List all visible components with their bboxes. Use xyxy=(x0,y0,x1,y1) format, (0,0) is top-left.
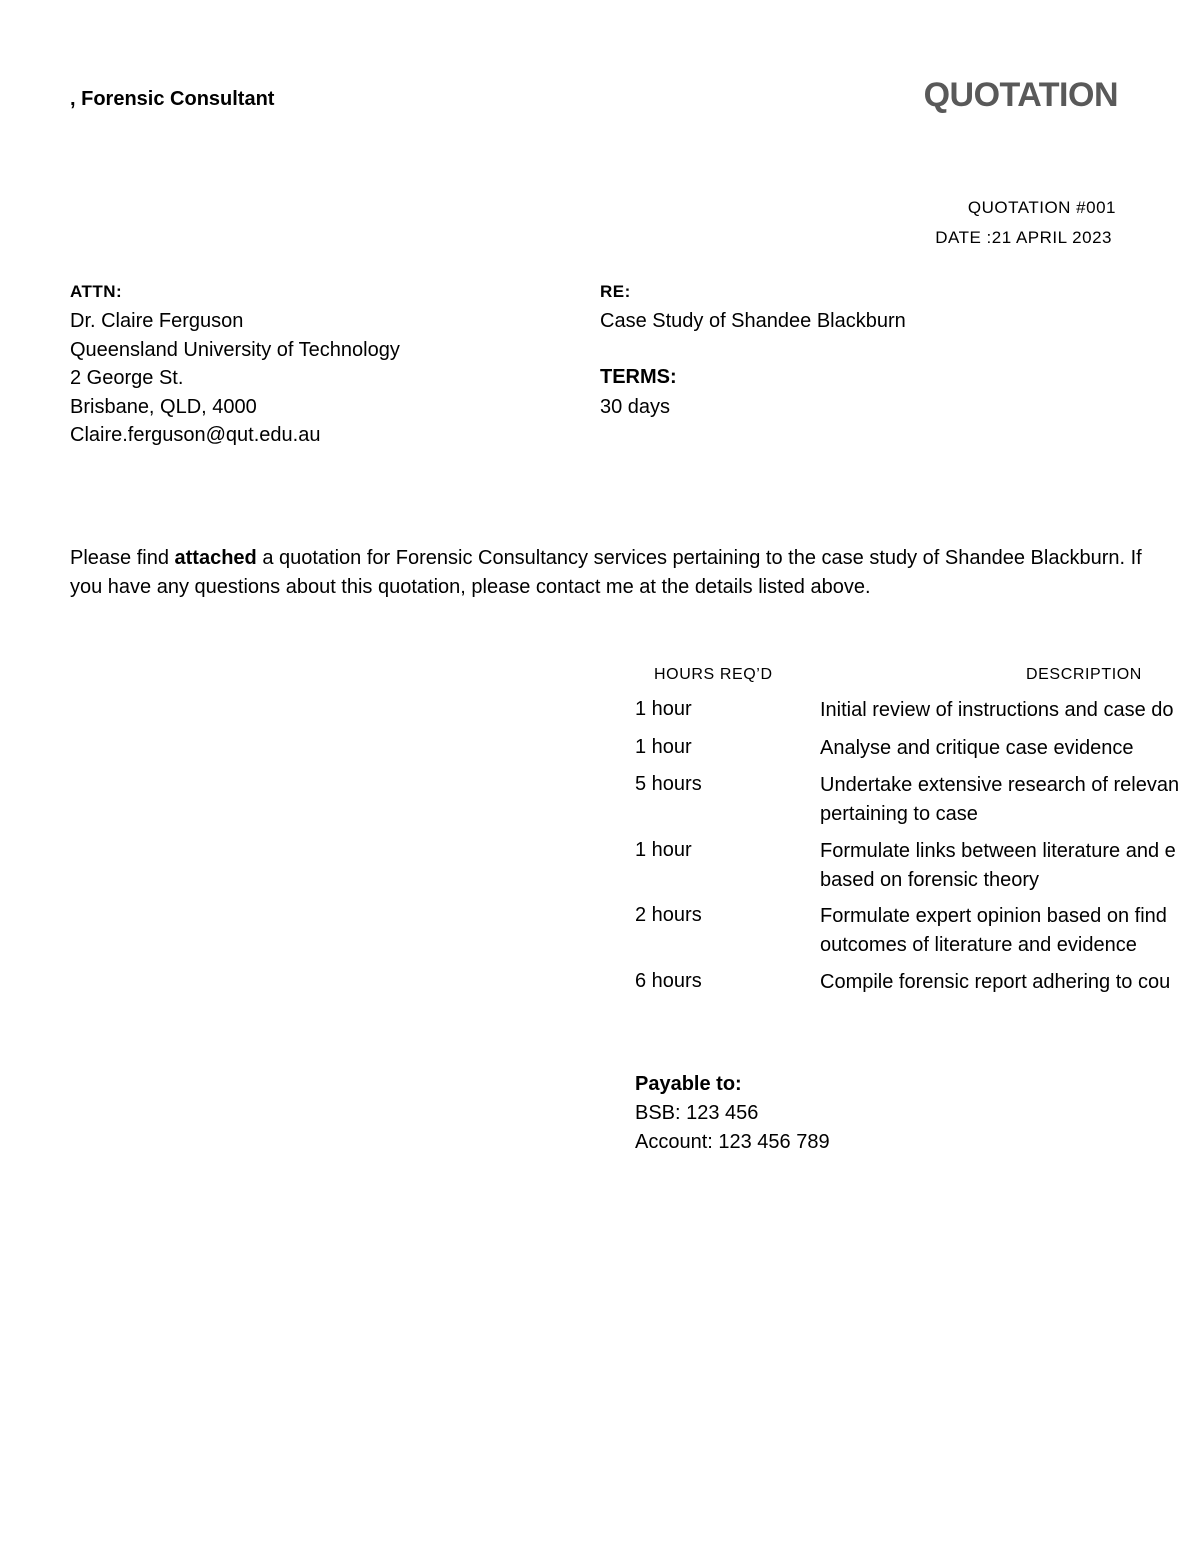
description-line: Formulate links between literature and e xyxy=(820,840,1176,862)
table-row-description xyxy=(820,771,1179,829)
payable-to-label: Payable to: xyxy=(635,1073,742,1095)
intro-text-bold: attached xyxy=(174,547,257,569)
description-line: pertaining to case xyxy=(820,803,978,825)
table-row-hours: 1 hour xyxy=(635,839,692,861)
table-row-hours: 1 hour xyxy=(635,698,692,720)
description-column-header: DESCRIPTION xyxy=(1026,666,1142,683)
intro-text-before: Please find xyxy=(70,547,175,569)
consultant-title: , Forensic Consultant xyxy=(70,88,275,110)
table-row-hours: 2 hours xyxy=(635,904,702,926)
description-line: outcomes of literature and evidence xyxy=(820,934,1137,956)
hours-column-header: HOURS REQ’D xyxy=(654,666,773,683)
attn-address-block xyxy=(70,307,400,450)
attn-label: ATTN: xyxy=(70,282,123,301)
intro-text-after: a quotation for Forensic Consultancy services pertaining to the case study of Shandee Blackburn. If you have any questions about this quotation, please contact me at the details listed above. xyxy=(70,547,1142,598)
description-line: Undertake extensive research of relevan xyxy=(820,774,1180,796)
quotation-date: DATE :21 APRIL 2023 xyxy=(935,228,1112,247)
description-line: Formulate expert opinion based on find xyxy=(820,905,1167,927)
quotation-number: QUOTATION #001 xyxy=(967,198,1116,217)
re-value: Case Study of Shandee Blackburn xyxy=(600,310,906,332)
terms-value: 30 days xyxy=(600,396,671,418)
attn-name: Dr. Claire Ferguson xyxy=(70,310,244,332)
table-row-hours: 5 hours xyxy=(635,773,702,795)
re-label: RE: xyxy=(600,282,631,301)
terms-label: TERMS: xyxy=(600,366,677,388)
table-row-hours: 6 hours xyxy=(635,970,702,992)
table-row-description xyxy=(820,902,1167,960)
document-title: QUOTATION xyxy=(923,76,1118,114)
attn-email: Claire.ferguson@qut.edu.au xyxy=(70,424,321,446)
description-line: Initial review of instructions and case do xyxy=(820,699,1174,721)
table-row-description xyxy=(820,734,1134,763)
payment-bsb: BSB: 123 456 xyxy=(635,1102,759,1124)
table-row-hours: 1 hour xyxy=(635,736,692,758)
table-row-description xyxy=(820,696,1174,725)
attn-street: 2 George St. xyxy=(70,367,184,389)
description-line: based on forensic theory xyxy=(820,869,1040,891)
description-line: Compile forensic report adhering to cou xyxy=(820,971,1171,993)
table-row-description xyxy=(820,968,1170,997)
intro-paragraph xyxy=(70,544,1160,602)
attn-city: Brisbane, QLD, 4000 xyxy=(70,395,257,418)
description-line: Analyse and critique case evidence xyxy=(820,737,1134,759)
table-row-description xyxy=(820,837,1176,895)
attn-organisation: Queensland University of Technology xyxy=(70,338,400,361)
payment-account: Account: 123 456 789 xyxy=(635,1131,830,1153)
